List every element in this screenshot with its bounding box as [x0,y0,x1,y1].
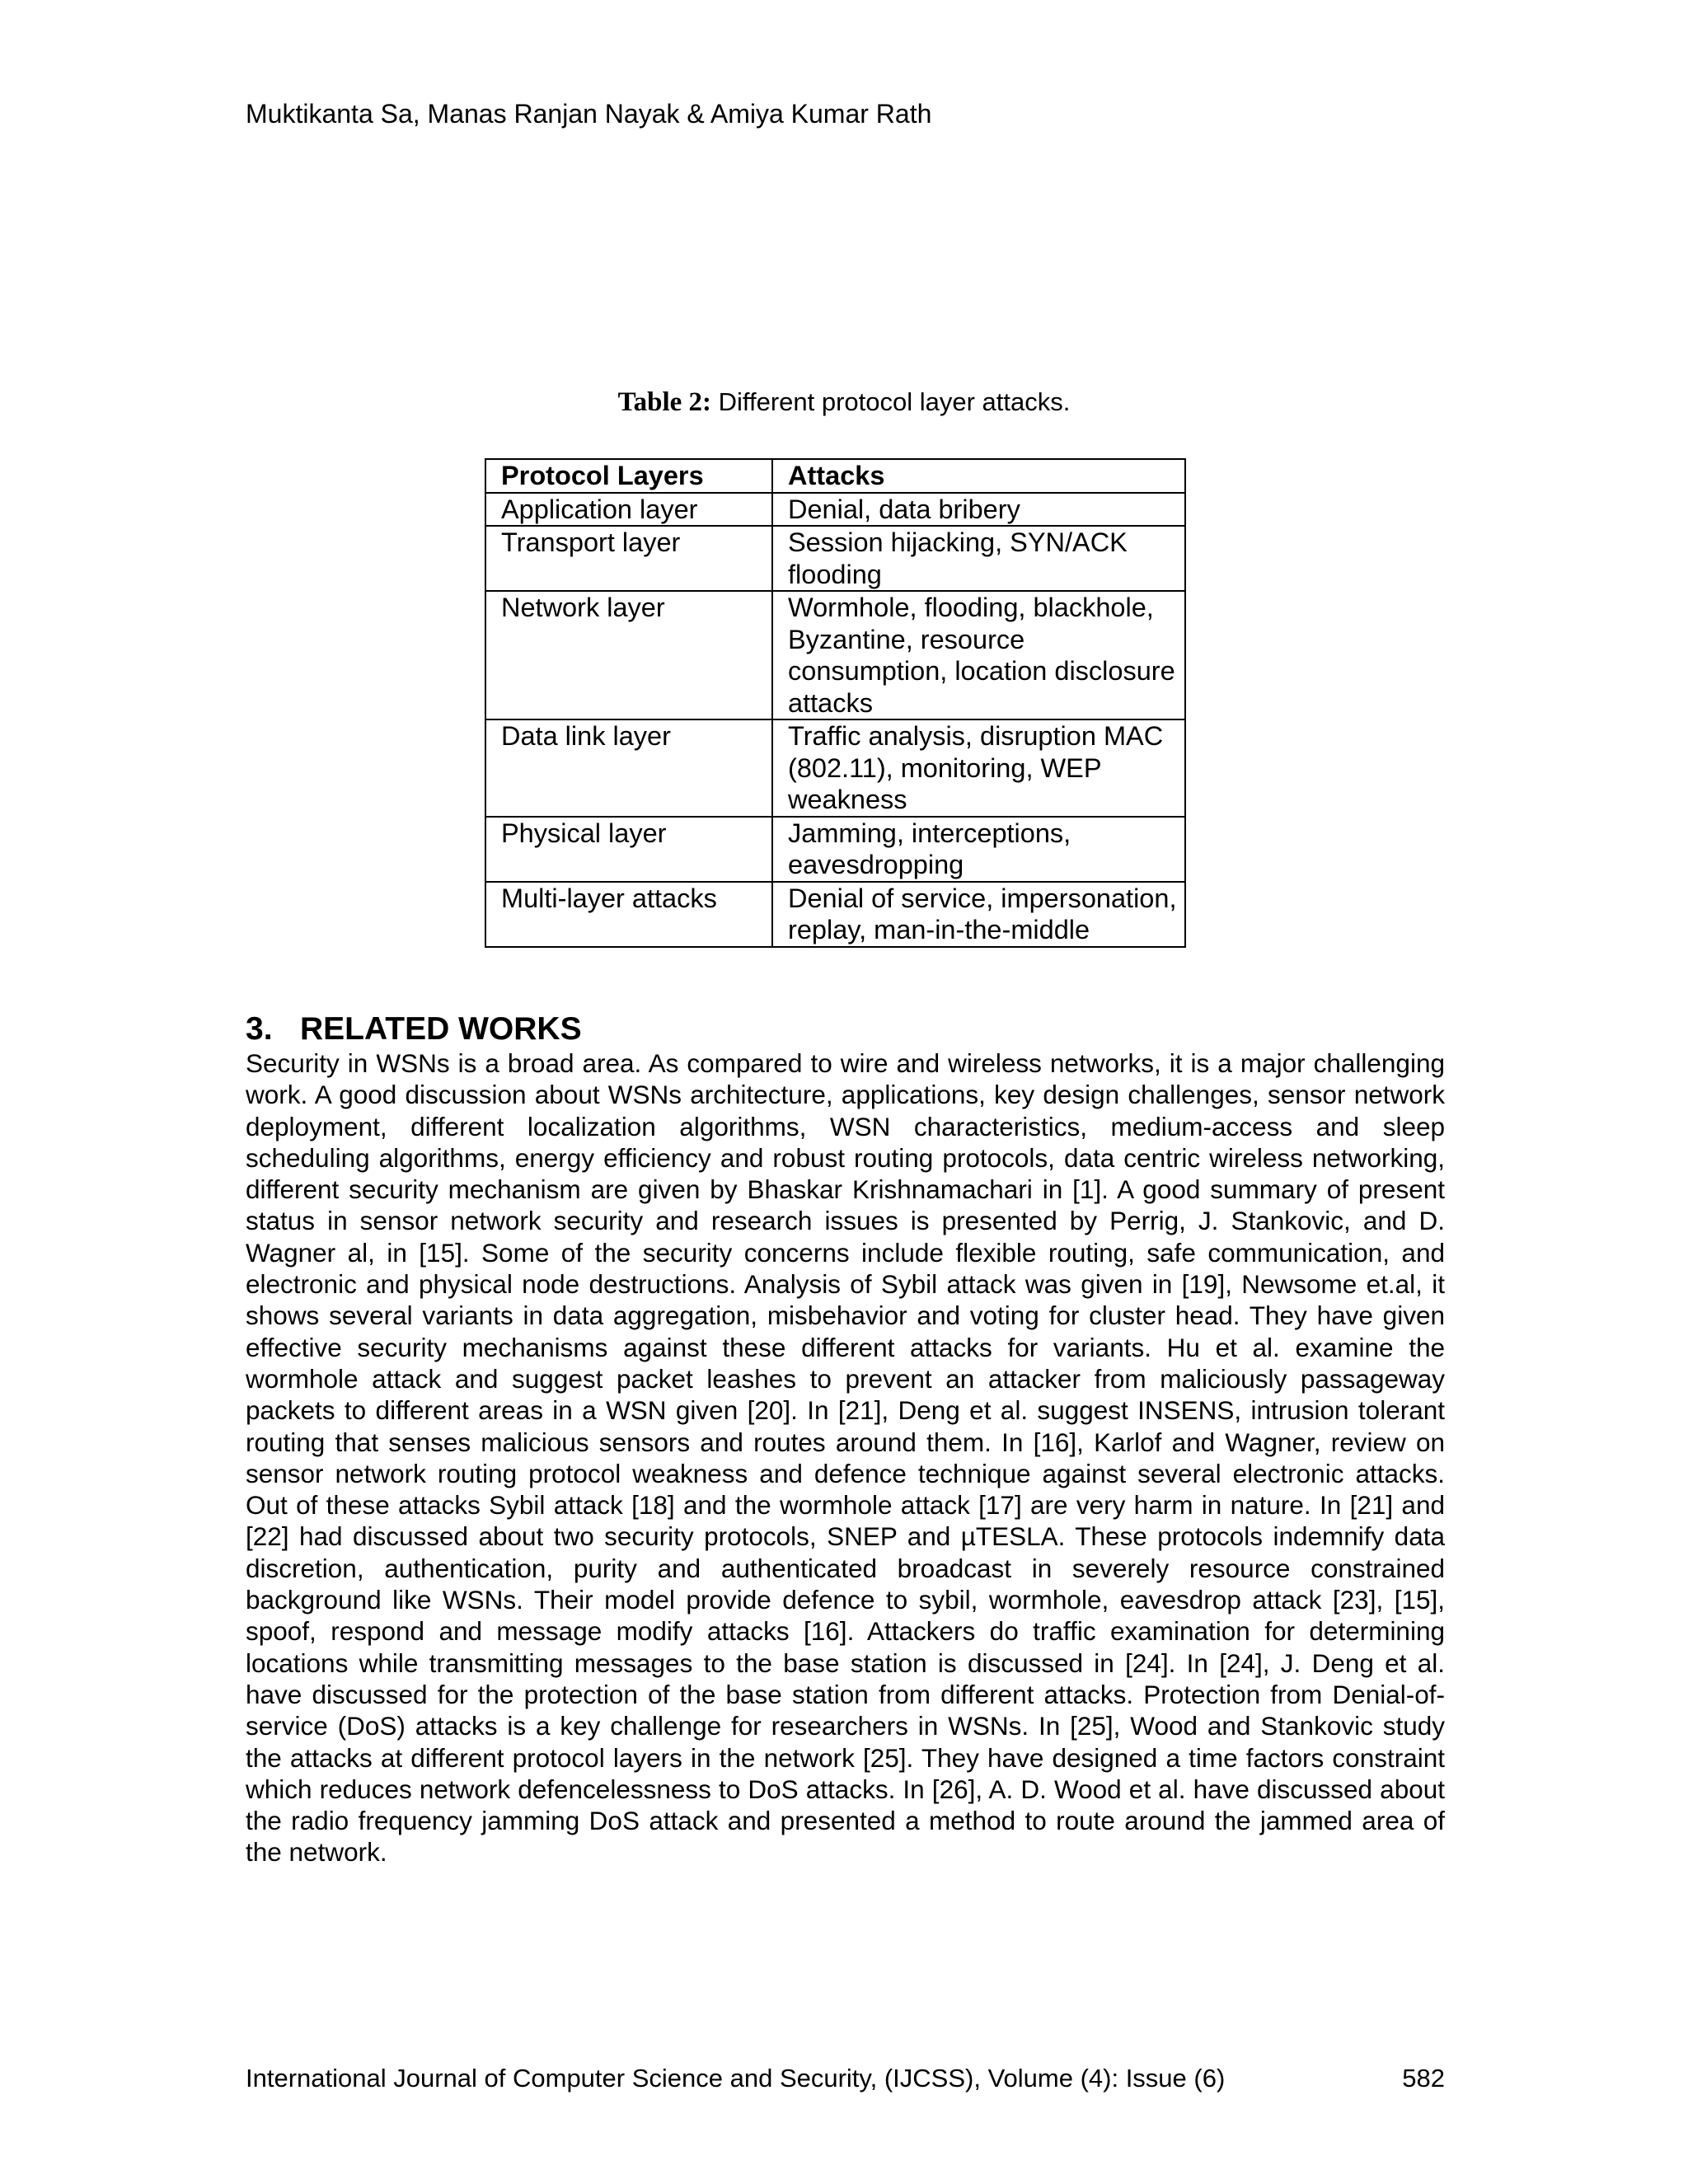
table-cell-layer: Application layer [485,493,772,527]
table-cell-attacks: Session hijacking, SYN/ACK flooding [772,526,1185,591]
table-cell-attacks: Jamming, interceptions, eavesdropping [772,817,1185,882]
table-cell-layer: Transport layer [485,526,772,591]
table-row [485,526,1185,591]
table-row [485,882,1185,947]
section-number: 3. [246,1011,273,1047]
table-cell-layer: Data link layer [485,719,772,817]
table-caption [0,386,1688,419]
table-cell-attacks: Denial of service, impersonation, replay, man-in-the-middle [772,882,1185,947]
table-cell-layer: Physical layer [485,817,772,882]
protocol-attacks-table [485,458,1186,948]
table-cell-attacks: Traffic analysis, disruption MAC (802.11), monitoring, WEP weakness [772,719,1185,817]
page-footer [246,2062,1445,2095]
related-works-paragraph: Security in WSNs is a broad area. As compared to wire and wireless networks, it is a major challenging work. A good discussion about WSNs architecture, applications, key design challenges, sensor network deployment, different localization algorithms, WSN characteristics, medium-access and sleep scheduling algorithms, energy efficiency and robust routing protocols, data centric wireless networking, different security mechanism are given by Bhaskar Krishnamachari in [1]. A good summary of present status in sensor network security and research issues is presented by Perrig, J. Stankovic, and D. Wagner al, in [15]. Some of the security concerns include flexible routing, safe communication, and electronic and physical node destructions. Analysis of Sybil attack was given in [19], Newsome et.al, it shows several variants in data aggregation, misbehavior and voting for cluster head. They have given effective security mechanisms against these different attacks for variants. Hu et al. examine the wormhole attack and suggest packet leashes to prevent an attacker from maliciously passageway packets to different areas in a WSN given [20]. In [21], Deng et al. suggest INSENS, intrusion tolerant routing that senses malicious sensors and routes around them. In [16], Karlof and Wagner, review on sensor network routing protocol weakness and defence technique against several electronic attacks. Out of these attacks Sybil attack [18] and the wormhole attack [17] are very harm in nature. In [21] and [22] had discussed about two security protocols, SNEP and µTESLA. These protocols indemnify data discretion, authentication, purity and authenticated broadcast in severely resource constrained background like WSNs. Their model provide defence to sybil, wormhole, eavesdrop attack [23], [15], spoof, respond and message modify attacks [16]. Attackers do traffic examination for determining locations while transmitting messages to the base station is discussed in [24]. In [24], J. Deng et al. have discussed for the protection of the base station from different attacks. Protection from Denial-of-service (DoS) attacks is a key challenge for researchers in WSNs. In [25], Wood and Stankovic study the attacks at different protocol layers in the network [25]. They have designed a time factors constraint which reduces network defencelessness to DoS attacks. In [26], A. D. Wood et al. have discussed about the radio frequency jamming DoS attack and presented a method to route around the jammed area of the network. [246,1048,1445,1868]
table-caption-text: Different protocol layer attacks. [718,387,1071,416]
table-row [485,817,1185,882]
section-heading [246,1010,582,1048]
page-number: 582 [1402,2064,1445,2093]
table-row [485,493,1185,527]
table-cell-layer: Network layer [485,591,772,719]
running-header: Muktikanta Sa, Manas Ranjan Nayak & Amiya Kumar Rath [246,99,932,129]
table-cell-layer: Multi-layer attacks [485,882,772,947]
table-row [485,591,1185,719]
section-title: RELATED WORKS [300,1011,582,1047]
column-header-attacks: Attacks [772,459,1185,493]
column-header-protocol-layers: Protocol Layers [485,459,772,493]
journal-citation: International Journal of Computer Science and Security, (IJCSS), Volume (4): Issue (6) [246,2064,1226,2093]
table-row [485,719,1185,817]
table-header-row [485,459,1185,493]
table-caption-label: Table 2: [617,387,712,417]
table-cell-attacks: Wormhole, flooding, blackhole, Byzantine, resource consumption, location disclosure attacks [772,591,1185,719]
table-cell-attacks: Denial, data bribery [772,493,1185,527]
